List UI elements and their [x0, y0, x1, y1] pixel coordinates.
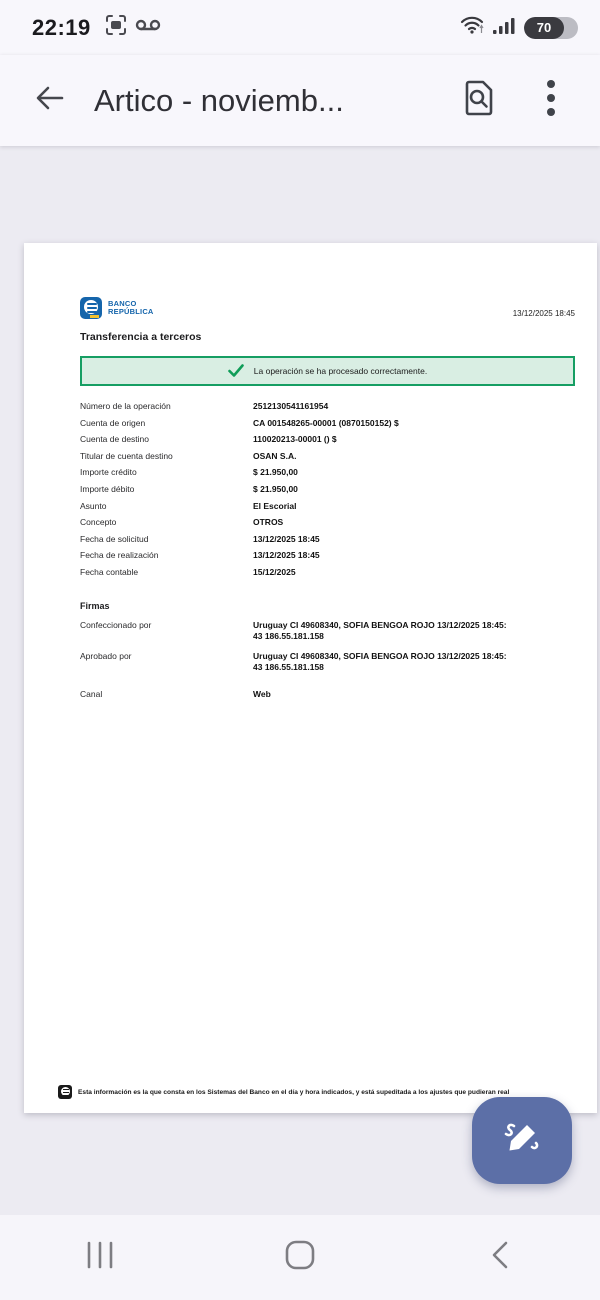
- field-row: [80, 418, 575, 435]
- field-row: [80, 484, 575, 501]
- document-title: Artico - noviemb...: [94, 82, 344, 118]
- field-value: Uruguay CI 49608340, SOFIA BENGOA ROJO 13/12/2025 18:45: 43 186.55.181.158: [253, 619, 507, 641]
- find-in-page-icon: [462, 80, 496, 121]
- field-label: Fecha de realización: [80, 550, 159, 561]
- field-row: [80, 534, 575, 551]
- back-nav-icon: [490, 1240, 510, 1275]
- transfer-details: [80, 401, 575, 584]
- field-label: Fecha contable: [80, 566, 139, 577]
- back-nav-button[interactable]: [400, 1240, 600, 1275]
- brand-line2: REPÚBLICA: [108, 307, 154, 316]
- field-row: [80, 501, 575, 518]
- field-row: [80, 401, 575, 418]
- field-label: Importe débito: [80, 483, 135, 494]
- brand-line1: BANCO: [108, 299, 137, 308]
- field-value: Web: [253, 688, 271, 699]
- field-value: 110020213-00001 () $: [253, 434, 337, 445]
- field-value: 13/12/2025 18:45: [253, 550, 320, 561]
- field-value: $ 21.950,00: [253, 483, 298, 494]
- field-row: [80, 434, 575, 451]
- voicemail-icon: [135, 16, 161, 39]
- field-label: Confeccionado por: [80, 619, 152, 630]
- field-value: 13/12/2025 18:45: [253, 533, 320, 544]
- field-label: Cuenta de destino: [80, 434, 149, 445]
- signal-icon: [493, 15, 517, 40]
- field-row: [80, 550, 575, 567]
- field-label: Concepto: [80, 517, 117, 528]
- field-label: Titular de cuenta destino: [80, 450, 173, 461]
- back-button[interactable]: [28, 79, 72, 123]
- field-row: [80, 517, 575, 534]
- pdf-page: [24, 243, 597, 1113]
- back-arrow-icon: [34, 82, 66, 119]
- field-value: OTROS: [253, 517, 284, 528]
- annotate-fab-button[interactable]: [472, 1097, 572, 1184]
- channel-row: [80, 689, 575, 700]
- field-label: Asunto: [80, 500, 107, 511]
- footer-disclaimer: Esta información es la que consta en los Sistemas del Banco en el día y hora indicados, y está supeditada a los ajustes que pudieran real: [78, 1088, 510, 1096]
- battery-indicator: [524, 17, 578, 39]
- field-value: OSAN S.A.: [253, 450, 297, 461]
- field-value: 2512130541161954: [253, 401, 329, 411]
- field-label: Aprobado por: [80, 650, 132, 661]
- field-label: Fecha de solicitud: [80, 533, 149, 544]
- pdf-viewer-canvas[interactable]: [0, 146, 600, 1215]
- field-value: Uruguay CI 49608340, SOFIA BENGOA ROJO 13/12/2025 18:45: 43 186.55.181.158: [253, 650, 507, 672]
- clock: 22:19: [32, 14, 91, 40]
- signature-row: [80, 620, 575, 642]
- wifi-icon: [460, 14, 486, 41]
- field-label: Número de la operación: [80, 401, 171, 411]
- document-header: [80, 297, 575, 319]
- find-in-page-button[interactable]: [456, 78, 502, 124]
- recents-button[interactable]: [0, 1241, 200, 1274]
- screenshot-icon: [105, 14, 127, 41]
- field-row: [80, 451, 575, 468]
- home-icon: [285, 1240, 315, 1275]
- field-value: $ 21.950,00: [253, 467, 298, 478]
- field-value: CA 001548265-00001 (0870150152) $: [253, 417, 399, 428]
- brou-logo-icon: [80, 297, 102, 319]
- home-button[interactable]: [200, 1240, 400, 1275]
- navigation-bar: [0, 1215, 600, 1300]
- app-bar: [0, 55, 600, 146]
- checkmark-icon: [228, 364, 244, 379]
- bank-logo: [80, 297, 154, 319]
- field-value: El Escorial: [253, 500, 297, 511]
- brou-footer-logo-icon: [58, 1085, 72, 1099]
- document-timestamp: 13/12/2025 18:45: [512, 309, 575, 318]
- field-label: Importe crédito: [80, 467, 137, 478]
- success-message: La operación se ha procesado correctamente.: [253, 366, 428, 376]
- signature-row: [80, 651, 575, 673]
- page-title: Transferencia a terceros: [80, 331, 202, 343]
- signature-pen-icon: [500, 1116, 544, 1165]
- signatures-heading: Firmas: [80, 600, 110, 611]
- overflow-menu-button[interactable]: [528, 78, 574, 124]
- field-label: Canal: [80, 688, 103, 699]
- status-bar: [0, 0, 600, 55]
- field-row: [80, 467, 575, 484]
- recents-icon: [85, 1241, 115, 1274]
- overflow-menu-icon: [546, 79, 556, 122]
- field-value: 15/12/2025: [253, 566, 296, 577]
- battery-percent: 70: [536, 20, 552, 35]
- success-banner: [80, 356, 575, 386]
- field-label: Cuenta de origen: [80, 417, 146, 428]
- field-row: [80, 567, 575, 584]
